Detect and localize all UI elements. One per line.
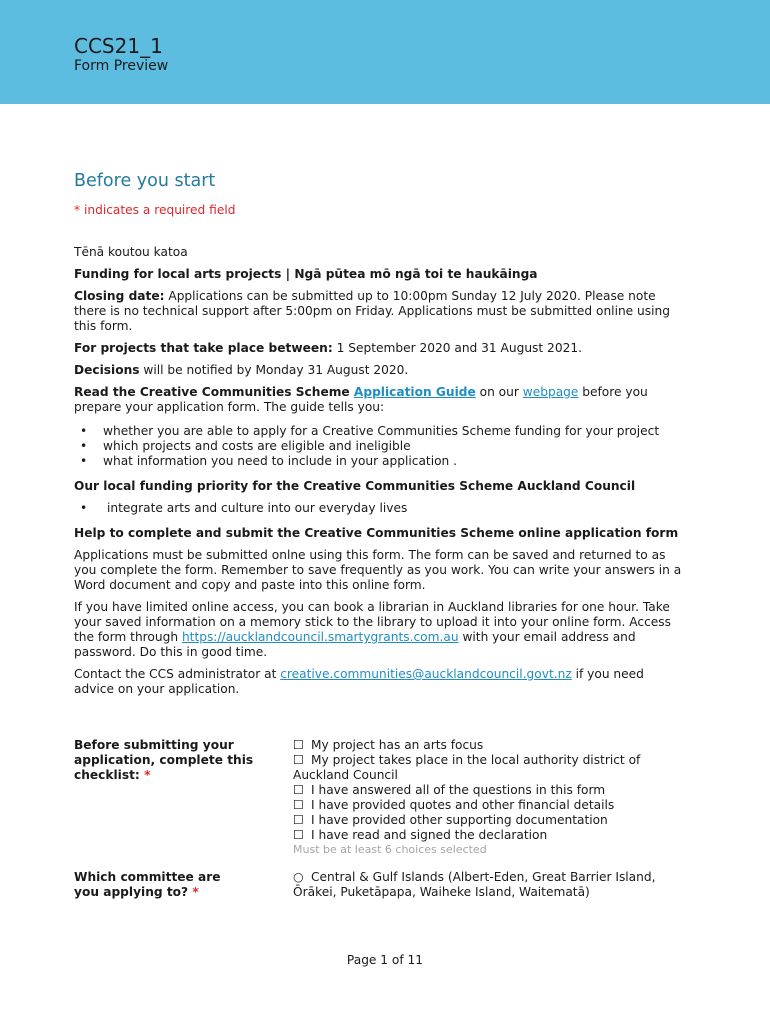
greeting: Tēnā koutou katoa (74, 245, 188, 259)
form-title: CCS21_1 (74, 34, 163, 58)
checklist-option-label: I have answered all of the questions in this form (311, 783, 606, 797)
checkbox-icon[interactable]: ☐ (293, 798, 304, 812)
list-item-text: what information you need to include in your application . (103, 454, 458, 468)
contact-end: if you need advice on your application. (74, 667, 644, 696)
page-number: Page 1 of 11 (346, 953, 424, 967)
guide-mid: on our (475, 385, 523, 399)
decisions-text: will be notified by Monday 31 August 2020. (139, 363, 409, 377)
help-heading: Help to complete and submit the Creative Communities Scheme online application form (74, 526, 679, 540)
priority-bullets (74, 501, 684, 516)
project-period-label: For projects that take place between: (74, 341, 333, 355)
checklist-option-label: My project has an arts focus (311, 738, 484, 752)
project-period (74, 341, 684, 356)
checklist-label-text: Before submitting your application, complete this checklist: (74, 738, 254, 782)
checklist-option[interactable] (293, 813, 683, 828)
webpage-link[interactable]: webpage (522, 385, 579, 399)
guide-end: before you prepare your application form. The guide tells you: (74, 385, 648, 414)
committee-option[interactable] (293, 870, 683, 900)
decisions (74, 363, 684, 378)
list-item (74, 501, 684, 516)
closing-date-label: Closing date: (74, 289, 165, 303)
checkbox-icon[interactable]: ☐ (293, 813, 304, 827)
guide-label: Read the Creative Communities Scheme (74, 385, 354, 399)
contact-paragraph (74, 667, 684, 697)
form-content (74, 170, 684, 697)
checkbox-icon[interactable]: ☐ (293, 828, 304, 842)
decisions-label: Decisions (74, 363, 140, 377)
list-item-text: whether you are able to apply for a Creative Communities Scheme funding for your project (103, 424, 660, 438)
radio-icon[interactable]: ○ (293, 870, 304, 884)
help-paragraph-1: Applications must be submitted onlne using this form. The form can be saved and returned to as you complete the form. Remember to save frequently as you work. You can write your answers in a Word document and copy and paste into this online form. (74, 548, 682, 592)
required-marker: * (144, 768, 151, 782)
checklist-options (293, 738, 683, 857)
checklist-option-label: I have read and signed the declaration (311, 828, 548, 842)
list-item-text: which projects and costs are eligible and ineligible (103, 439, 411, 453)
form-subtitle: Form Preview (74, 58, 169, 74)
committee-question (74, 870, 684, 910)
checklist-option[interactable] (293, 738, 683, 753)
guide-bullets (74, 424, 684, 469)
checklist-option[interactable] (293, 783, 683, 798)
project-period-text: 1 September 2020 and 31 August 2021. (332, 341, 582, 355)
checklist-option-label: My project takes place in the local authority district of Auckland Council (293, 753, 641, 782)
funding-heading (74, 267, 684, 282)
checklist-option[interactable] (293, 753, 683, 783)
section-title: Before you start (74, 171, 216, 191)
required-marker: * (192, 885, 199, 899)
form-header (0, 0, 770, 104)
help-paragraph-2-end: with your email address and password. Do this in good time. (74, 630, 636, 659)
priority-heading: Our local funding priority for the Creative Communities Scheme Auckland Council (74, 479, 636, 493)
funding-heading-text: Funding for local arts projects | Ngā pūtea mō ngā toi te haukāinga (74, 267, 538, 281)
checklist-option-label: I have provided other supporting documentation (311, 813, 608, 827)
list-item (74, 454, 684, 469)
checklist-question (74, 738, 684, 858)
application-guide-link[interactable]: Application Guide (353, 385, 476, 399)
contact-email-link[interactable]: creative.communities@aucklandcouncil.govt.nz (280, 667, 572, 681)
required-note: * indicates a required field (74, 203, 236, 217)
committee-options (293, 870, 683, 900)
checklist-label (74, 738, 259, 783)
contact-start: Contact the CCS administrator at (74, 667, 281, 681)
checkbox-icon[interactable]: ☐ (293, 753, 304, 767)
smartygrants-link[interactable]: https://aucklandcouncil.smartygrants.com.au (181, 630, 459, 644)
committee-label (74, 870, 244, 900)
checklist-option-label: I have provided quotes and other financial details (311, 798, 615, 812)
list-item (74, 439, 684, 454)
closing-date-text: Applications can be submitted up to 10:00pm Sunday 12 July 2020. Please note there is no technical support after 5:00pm on Friday. Applications must be submitted online using this form. (74, 289, 670, 333)
help-paragraph-2-start: If you have limited online access, you can book a librarian in Auckland libraries for one hour. Take your saved information on a memory stick to the library to upload it into your online form. Access the form through (74, 600, 672, 644)
committee-option-label: Central & Gulf Islands (Albert-Eden, Great Barrier Island, Ōrākei, Puketāpapa, Waiheke Island, Waitematā) (293, 870, 656, 899)
guide-paragraph (74, 385, 684, 415)
help-paragraph-2 (74, 600, 684, 660)
list-item (74, 424, 684, 439)
checkbox-icon[interactable]: ☐ (293, 738, 304, 752)
checkbox-icon[interactable]: ☐ (293, 783, 304, 797)
closing-date (74, 289, 684, 334)
checklist-hint: Must be at least 6 choices selected (293, 843, 487, 856)
checklist-option[interactable] (293, 798, 683, 813)
committee-label-text: Which committee are you applying to? (74, 870, 221, 899)
list-item-text: integrate arts and culture into our everyday lives (107, 501, 408, 515)
checklist-option[interactable] (293, 828, 683, 843)
